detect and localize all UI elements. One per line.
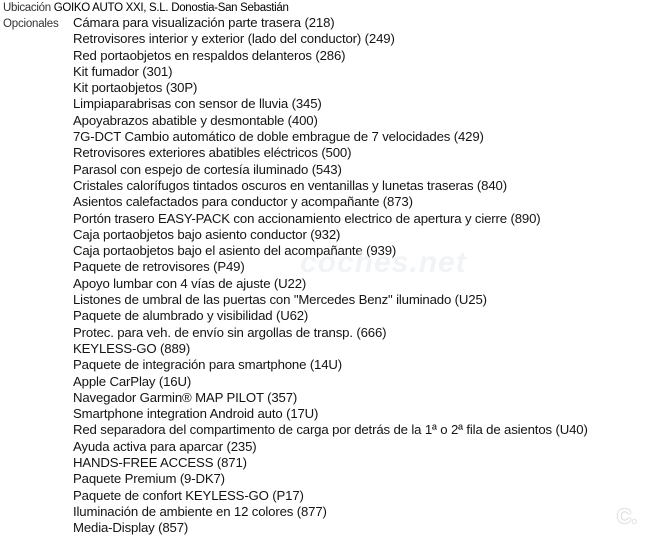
option-item: Paquete de confort KEYLESS-GO (P17) [73, 487, 304, 503]
option-item: Portón trasero EASY-PACK con accionamiento electrico de apertura y cierre (890) [73, 210, 541, 226]
watermark: coches.net [300, 246, 467, 279]
location-label: Ubicación [3, 2, 51, 14]
option-item: Retrovisores exteriores abatibles eléctricos (500) [73, 145, 352, 161]
option-item: Caja portaobjetos bajo el asiento del acompañante (939) [73, 243, 397, 259]
location-value: GOIKO AUTO XXI, S.L. Donostia-San Sebastián [53, 2, 289, 14]
options-list [73, 15, 588, 537]
option-item: Listones de umbral de las puertas con "Mercedes Benz" iluminado (U25) [73, 292, 487, 308]
option-item: Paquete de retrovisores (P49) [73, 259, 245, 275]
option-item: Caja portaobjetos bajo asiento conductor (932) [73, 226, 341, 242]
option-item: Smartphone integration Android auto (17U) [73, 406, 319, 422]
option-item: Red separadora del compartimento de carga por detrás de la 1ª o 2ª fila de asientos (U40) [73, 422, 588, 438]
option-item: Apoyo lumbar con 4 vías de ajuste (U22) [73, 275, 307, 291]
option-item: Limpiaparabrisas con sensor de lluvia (345) [73, 96, 322, 112]
option-item: HANDS-FREE ACCESS (871) [73, 455, 247, 471]
option-item: Retrovisores interior y exterior (lado del conductor) (249) [73, 31, 395, 47]
option-item: Parasol con espejo de cortesía iluminado (543) [73, 161, 342, 177]
option-item: Apple CarPlay (16U) [73, 373, 192, 389]
option-item: KEYLESS-GO (889) [73, 340, 191, 356]
option-item: Apoyabrazos abatible y desmontable (400) [73, 112, 318, 128]
option-item: Ayuda activa para aparcar (235) [73, 438, 257, 454]
option-item: Kit fumador (301) [73, 63, 173, 79]
option-item: Kit portaobjetos (30P) [73, 80, 198, 96]
option-item: Paquete de alumbrado y visibilidad (U62) [73, 308, 309, 324]
option-item: Cristales calorífugos tintados oscuros en ventanillas y lunetas traseras (840) [73, 177, 507, 193]
option-item: 7G-DCT Cambio automático de doble embrague de 7 velocidades (429) [73, 129, 484, 145]
option-item: Paquete Premium (9-DK7) [73, 471, 225, 487]
options-label: Opcionales [3, 18, 59, 30]
option-item: Red portaobjetos en respaldos delanteros (286) [73, 47, 346, 63]
corner-logo: C. [617, 506, 637, 528]
option-item: Protec. para veh. de envío sin argollas de transp. (666) [73, 324, 387, 340]
option-item: Paquete de integración para smartphone (14U) [73, 357, 343, 373]
location-row [3, 1, 289, 15]
option-item: Asientos calefactados para conductor y acompañante (873) [73, 194, 413, 210]
option-item: Media-Display (857) [73, 520, 189, 536]
option-item: Navegador Garmin® MAP PILOT (357) [73, 389, 298, 405]
option-item: Iluminación de ambiente en 12 colores (877) [73, 503, 327, 519]
option-item: Cámara para visualización parte trasera (218) [73, 15, 335, 30]
